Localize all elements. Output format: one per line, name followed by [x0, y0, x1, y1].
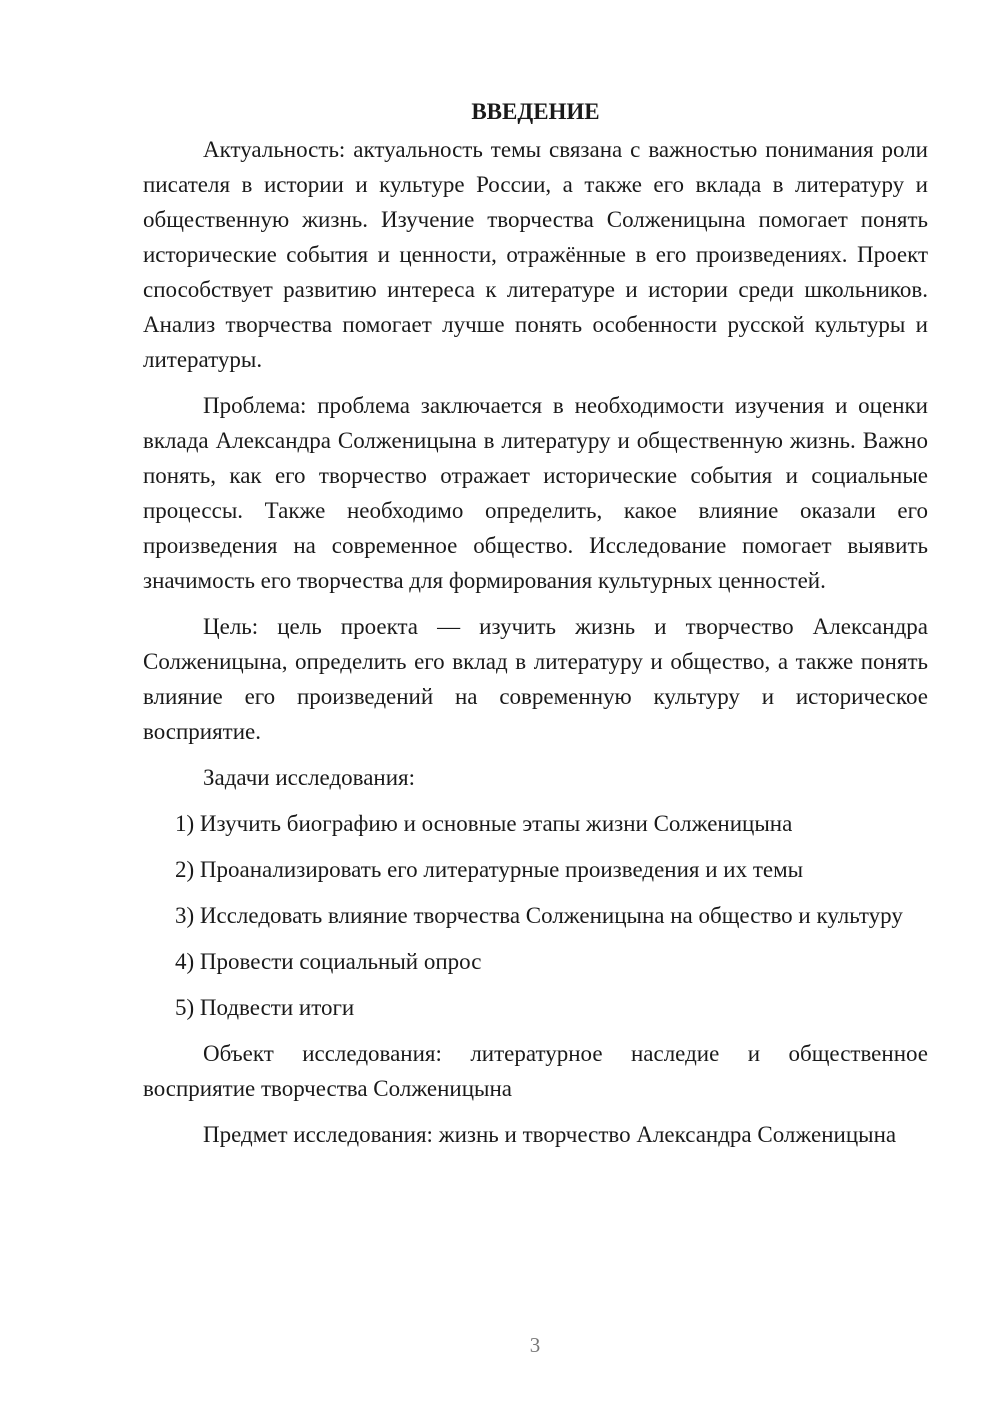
- page-number: 3: [529, 1333, 541, 1357]
- task-item-1: 1) Изучить биографию и основные этапы жизни Солженицына: [175, 811, 793, 836]
- subject-paragraph: Предмет исследования: жизнь и творчество Александра Солженицына: [203, 1122, 897, 1147]
- task-item-3: 3) Исследовать влияние творчества Солженицына на общество и культуру: [175, 903, 903, 928]
- document-page: [143, 96, 928, 1163]
- relevance-paragraph: Актуальность: актуальность темы связана с важностью понимания роли писателя в истории и культуре России, а также его вклада в литературу и общественную жизнь. Изучение творчества Солженицына помогает понять исторические события и ценности, отражённые в его произведениях. Проект способствует развитию интереса к литературе и истории среди школьников. Анализ творчества помогает лучше понять особенности русской культуры и литературы.: [143, 137, 928, 372]
- goal-paragraph: Цель: цель проекта — изучить жизнь и творчество Александра Солженицына, определить его вклад в литературу и общество, а также понять влияние его произведений на современную культуру и историческое восприятие.: [143, 614, 928, 744]
- task-item-5: 5) Подвести итоги: [175, 995, 355, 1020]
- tasks-heading: Задачи исследования:: [203, 765, 416, 790]
- problem-paragraph: Проблема: проблема заключается в необходимости изучения и оценки вклада Александра Солженицына в литературу и общественную жизнь. Важно понять, как его творчество отражает исторические события и социальные процессы. Также необходимо определить, какое влияние оказали его произведения на современное общество. Исследование помогает выявить значимость его творчества для формирования культурных ценностей.: [143, 393, 928, 593]
- task-item-4: 4) Провести социальный опрос: [175, 949, 482, 974]
- section-heading: ВВЕДЕНИЕ: [471, 99, 600, 124]
- object-paragraph: Объект исследования: литературное наследие и общественное восприятие творчества Солженицына: [143, 1041, 928, 1101]
- task-item-2: 2) Проанализировать его литературные произведения и их темы: [175, 857, 804, 882]
